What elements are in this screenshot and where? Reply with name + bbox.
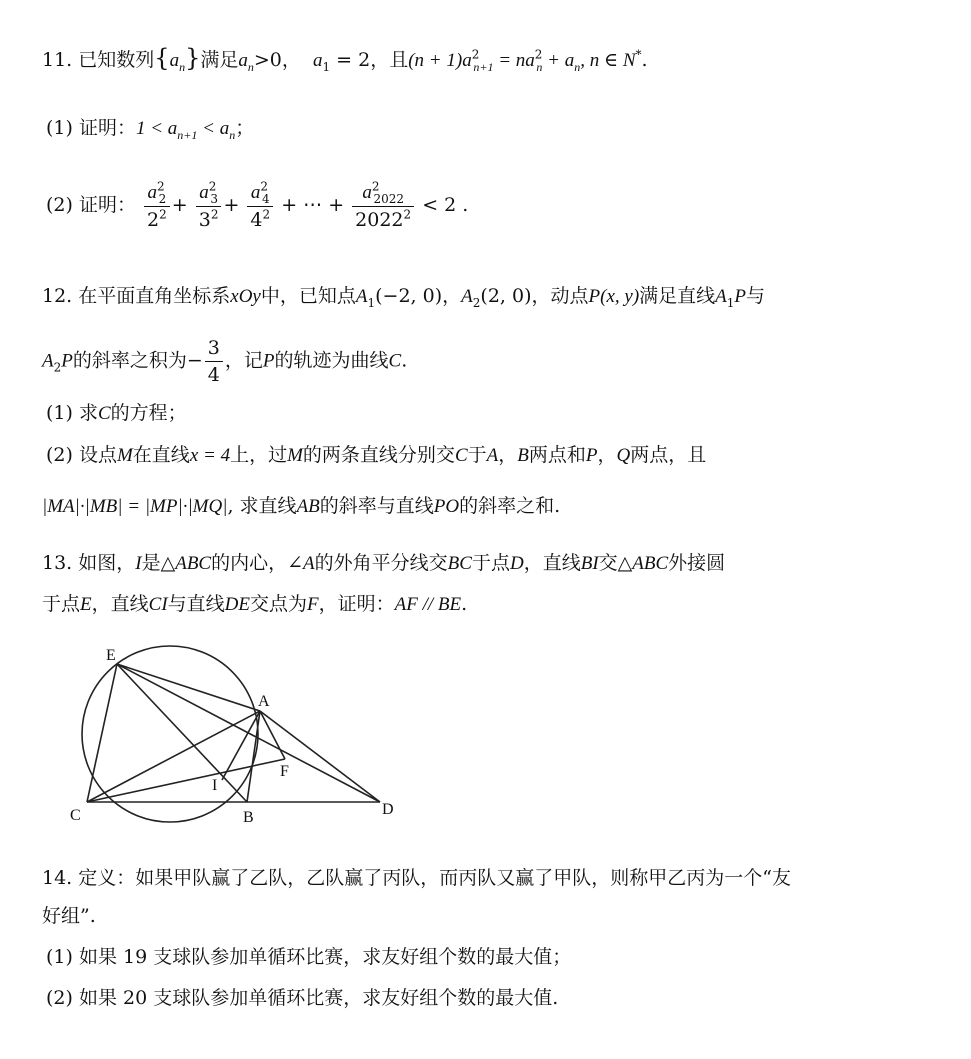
q14-line-2: 好组”.: [42, 905, 96, 927]
circumcircle: [82, 646, 258, 822]
label-F: F: [280, 763, 289, 780]
q13-statement-2: 于点E，直线CI与直线DE交点为F，证明：AF // BE.: [42, 593, 468, 615]
label-D: D: [382, 801, 394, 818]
segment-AB: [247, 711, 260, 802]
q13-statement-1: 13. 如图，I是△ABC的内心，∠A的外角平分线交BC于点D，直线BI交△ABC外接圆: [42, 552, 726, 574]
geometry-figure: [60, 640, 410, 850]
q11-part1: (1) 证明：$1 < a_{n+1} < a_n$；: [46, 117, 255, 142]
q12-part2-line2: |MA|·|MB| = |MP|·|MQ|, 求直线AB的斜率与直线PO的斜率之和.: [42, 495, 561, 517]
q11-statement: 11. 已知数列$\{a_n\}$满足$a_n>0$， $a_1 = 2$，且$(n + 1)a^2_{n+1} = na^2_n + a_n$, n ∈ N*.: [42, 44, 648, 74]
segment-CF: [87, 759, 285, 802]
q12-statement-2: $A_2P$的斜率之积为− $\frac{3}{4}$ ，记P的轨迹为曲线C.: [42, 337, 408, 386]
label-B: B: [243, 809, 254, 826]
label-A: A: [258, 693, 270, 710]
q12-part2-line1: (2) 设点M在直线x = 4上，过M的两条直线分别交C于A，B两点和P，Q两点，且: [46, 444, 707, 466]
frac-term-3: $\frac{a^2_4}{4^2}$: [247, 180, 273, 232]
label-E: E: [106, 647, 116, 664]
q11-part2: (2) 证明： $\frac{a^2_2}{2^2}$ + $\frac{a^2_3}{3^2}$ + $\frac{a^2_4}{4^2}$ + ⋯ + $\frac{a^2_{2022}}{2022^2}$ < 2 .: [46, 179, 469, 231]
label-I: I: [212, 777, 218, 794]
label-C: C: [70, 807, 81, 824]
slope-product-fraction: $\frac{3}{4}$: [205, 336, 223, 387]
q12-part1: (1) 求C的方程；: [46, 402, 187, 424]
q12-statement-1: 12. 在平面直角坐标系xOy中，已知点$A_1(-2$, 0)，$A_2(2$, 0)，动点P(x, y)满足直线$A_1P$与: [42, 285, 766, 310]
q14-part1: (1) 如果 19 支球队参加单循环比赛，求友好组个数的最大值；: [46, 946, 572, 968]
segment-AF: [260, 711, 285, 759]
q14-line-1: 14. 定义：如果甲队赢了乙队，乙队赢了丙队，而丙队又赢了甲队，则称甲乙丙为一个“友: [42, 867, 791, 889]
segment-EC: [87, 664, 117, 802]
frac-term-1: $\frac{a^2_2}{2^2}$: [144, 180, 170, 232]
q14-part2: (2) 如果 20 支球队参加单循环比赛，求友好组个数的最大值.: [46, 987, 559, 1009]
segment-AD: [260, 711, 380, 802]
frac-term-2: $\frac{a^2_3}{3^2}$: [196, 180, 222, 232]
frac-term-last: $\frac{a^2_{2022}}{2022^2}$: [352, 180, 414, 232]
